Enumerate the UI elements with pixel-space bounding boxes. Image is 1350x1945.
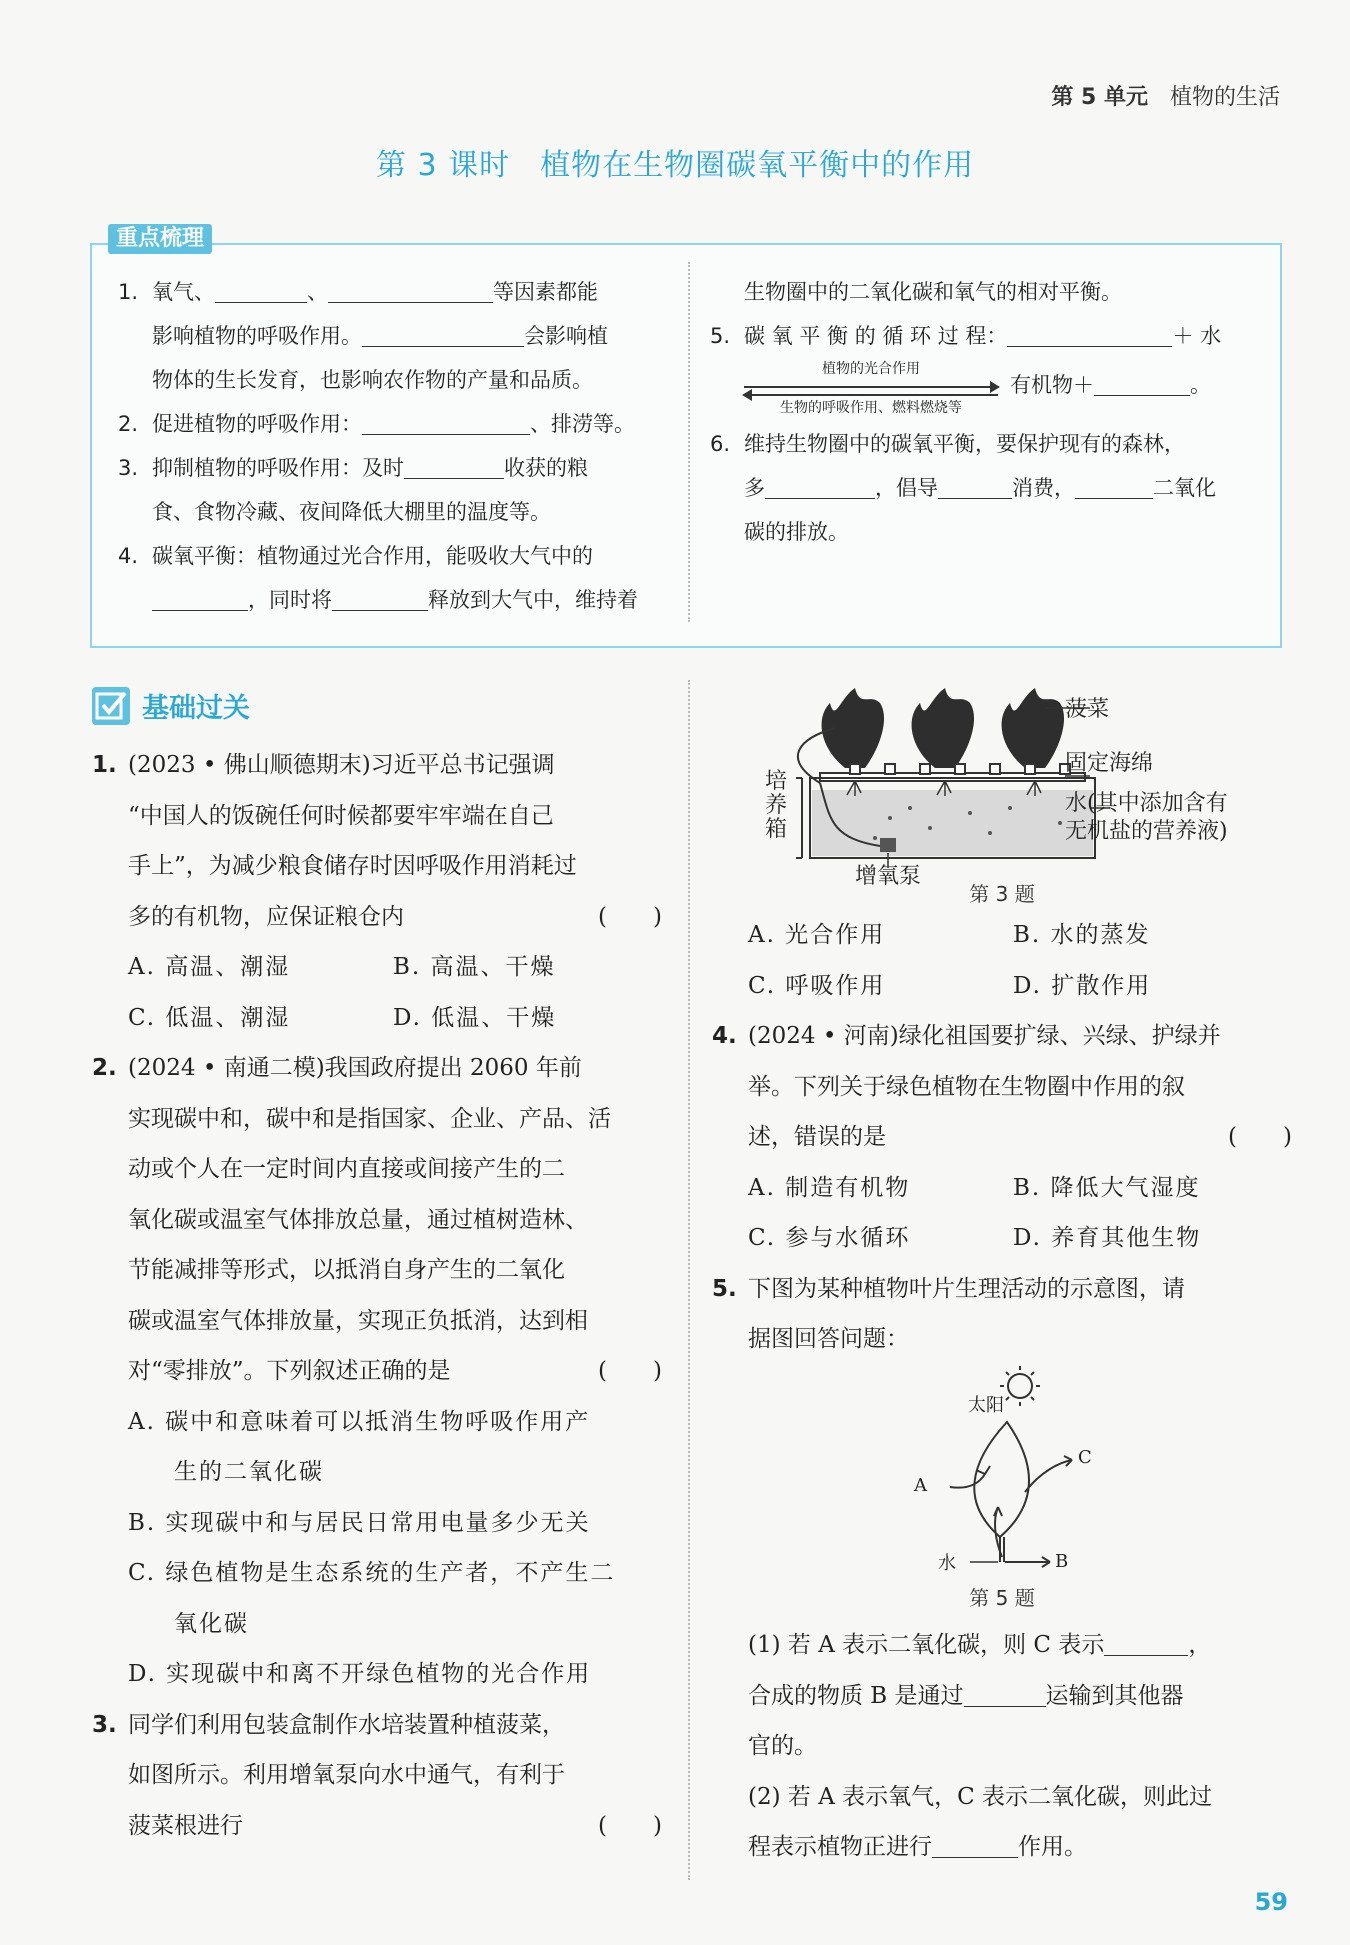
option-c[interactable]: C. 低温、潮湿	[128, 1004, 291, 1031]
page-number: 59	[1254, 1888, 1288, 1916]
label-a: A	[914, 1475, 927, 1496]
answer-blank[interactable]	[765, 471, 875, 499]
question-5-subparts: (1) 若 A 表示二氧化碳，则 C 表示 ， 合成的物质 B 是通过 运输到其他器 官的。 (2) 若 A 表示氧气，C 表示二氧化碳，则此过 程表示植物正进行 作用。	[712, 1620, 1292, 1873]
option-b[interactable]: B. 实现碳中和与居民日常用电量多少无关	[128, 1509, 591, 1536]
answer-bracket[interactable]: ( )	[1228, 1124, 1292, 1150]
label-water-2: 无机盐的营养液)	[1065, 819, 1228, 844]
column-divider	[688, 680, 690, 1880]
right-question-column	[712, 910, 1292, 1365]
respiration-label: 生物的呼吸作用、燃料燃烧等	[780, 400, 962, 416]
section-title: 基础过关	[142, 693, 250, 724]
option-d[interactable]: D. 扩散作用	[1013, 972, 1152, 999]
unit-number: 第 5 单元	[1051, 85, 1148, 110]
backward-arrow	[744, 394, 998, 396]
review-item-3: 3. 抑制植物的呼吸作用：及时 收获的粮	[118, 446, 663, 490]
answer-blank[interactable]	[332, 583, 428, 611]
figure-3-caption: 第 3 题	[969, 882, 1035, 906]
question-2: 2. (2024 • 南通二模)我国政府提出 2060 年前 实现碳中和，碳中和是指国家、企业、产品、活 动或个人在一定时间内直接或间接产生的二 氧化碳或温室气体排放总量，通过植树造林、 节能减排等形式，以抵消自身产生的二氧化 碳或温室气体排放量，实现正负抵消，达到相 对“零排放”。下列叙述正确的是 ( ) A. 碳中和意味着可以抵消生物呼吸作用产 生的二氧化碳 B. 实现碳中和与居民日常用电量多少无关 C. 绿色植物是生态系统的生产者，不产生二 氧化碳 D. 实现碳中和离不开绿色植物的光合作用	[92, 1043, 662, 1700]
key-points-left: 1. 氧气、 、 等因素都能 影响植物的呼吸作用。 会影响植 物体的生长发育，也影响农作物的产量和品质。 2. 促进植物的呼吸作用： 、排涝等。 3. 抑制植物的呼吸作用：及时 收获的粮 食、食物冷藏、夜间降低大棚里的温度等。 4. 碳氧平衡：植物通过光合作用，能吸收大气中的 ，同时将 释放到大气中，维持着	[118, 270, 663, 622]
answer-blank[interactable]	[932, 1830, 1018, 1858]
label-b: B	[1055, 1551, 1069, 1572]
page-title	[0, 140, 1350, 184]
option-c[interactable]: C. 参与水循环	[748, 1225, 911, 1251]
review-item-4: 4. 碳氧平衡：植物通过光合作用，能吸收大气中的	[118, 544, 593, 568]
hydroponic-figure	[760, 678, 1280, 908]
label-water-1: 水(其中添加含有	[1065, 791, 1228, 816]
label-pump: 增氧泵	[855, 864, 922, 889]
answer-blank[interactable]	[152, 583, 248, 611]
carbon-oxygen-cycle-equation: 植物的光合作用 生物的呼吸作用、燃料燃烧等 有机物＋ 。	[710, 358, 1270, 422]
label-sun: 太阳	[968, 1395, 1004, 1416]
answer-bracket[interactable]: ( )	[598, 1812, 662, 1839]
label-spinach: 菠菜	[1065, 697, 1110, 722]
option-d[interactable]: D. 低温、干燥	[393, 1004, 557, 1031]
leaf-figure	[900, 1362, 1120, 1582]
review-item-6: 6. 维持生物圈中的碳氧平衡，要保护现有的森林，	[710, 432, 1185, 456]
question-4: 4. (2024 • 河南)绿化祖国要扩绿、兴绿、护绿并 举。下列关于绿色植物在生物圈中作用的叙 述，错误的是 ( ) A. 制造有机物 B. 降低大气湿度 C. 参与水循环 D. 养育其他生物	[712, 1011, 1292, 1264]
question-5: 5. 下图为某种植物叶片生理活动的示意图，请 据图回答问题：	[712, 1275, 1185, 1352]
answer-blank[interactable]	[1104, 1628, 1188, 1656]
review-item-1: 1. 氧气、 、 等因素都能	[118, 270, 663, 314]
label-sponge: 固定海绵	[1065, 751, 1154, 776]
question-3: 3. 同学们利用包装盒制作水培装置种植菠菜， 如图所示。利用增氧泵向水中通气，有利于 菠菜根进行 ( )	[92, 1700, 662, 1852]
label-water: 水	[938, 1553, 956, 1574]
answer-blank[interactable]	[938, 471, 1012, 499]
key-points-tag: 重点梳理	[108, 224, 212, 254]
answer-blank[interactable]	[404, 451, 504, 479]
option-d[interactable]: D. 实现碳中和离不开绿色植物的光合作用	[128, 1661, 592, 1687]
review-item-5: 5. 碳 氧 平 衡 的 循 环 过 程： ＋ 水	[710, 314, 1270, 358]
answer-blank[interactable]	[1094, 368, 1190, 396]
answer-bracket[interactable]: ( )	[598, 903, 662, 930]
photosynthesis-label: 植物的光合作用	[822, 361, 920, 377]
left-question-column	[92, 740, 662, 1851]
answer-bracket[interactable]: ( )	[598, 1358, 662, 1384]
review-divider	[688, 262, 690, 622]
review-item-2: 2. 促进植物的呼吸作用： 、排涝等。	[118, 402, 663, 446]
option-d[interactable]: D. 养育其他生物	[1013, 1225, 1202, 1251]
question-1: 1. (2023 • 佛山顺德期末)习近平总书记强调 “中国人的饭碗任何时候都要牢牢端在自己 手上”，为减少粮食储存时因呼吸作用消耗过 多的有机物，应保证粮仓内 ( ) A. 高温、潮湿 B. 高温、干燥 C. 低温、潮湿 D. 低温、干燥	[92, 740, 662, 1043]
answer-blank[interactable]	[328, 275, 493, 303]
option-b[interactable]: B. 降低大气湿度	[1013, 1174, 1201, 1201]
answer-blank[interactable]	[362, 319, 524, 347]
answer-blank[interactable]	[1007, 319, 1172, 347]
answer-blank[interactable]	[964, 1679, 1046, 1707]
option-c[interactable]: C. 呼吸作用	[748, 972, 886, 999]
option-b[interactable]: B. 水的蒸发	[1013, 922, 1151, 948]
option-b[interactable]: B. 高温、干燥	[393, 954, 556, 980]
option-a[interactable]: A. 制造有机物	[748, 1174, 911, 1201]
unit-name: 植物的生活	[1169, 85, 1280, 110]
basics-section-header	[92, 686, 250, 725]
label-c: C	[1078, 1447, 1092, 1468]
lesson-number: 第 3 课时	[375, 148, 511, 183]
key-points-right: 生物圈中的二氧化碳和氧气的相对平衡。 5. 碳 氧 平 衡 的 循 环 过 程： ＋ 水 植物的光合作用 生物的呼吸作用、燃料燃烧等 有机物＋ 。 6. 维持生物圈中的碳氧平衡，要保护现有的森林， 多 ，倡导 消费， 二氧化 碳的排放。	[710, 270, 1270, 554]
label-box: 培养箱	[765, 769, 788, 842]
checkbox-icon	[92, 687, 130, 725]
leaf-diagram	[900, 1362, 1120, 1582]
page-header	[1051, 80, 1280, 111]
answer-blank[interactable]	[1075, 471, 1153, 499]
option-a[interactable]: A. 碳中和意味着可以抵消生物呼吸作用产	[128, 1408, 591, 1435]
figure-5-caption: 第 5 题	[969, 1586, 1035, 1610]
answer-blank[interactable]	[362, 407, 530, 435]
forward-arrow	[744, 386, 998, 388]
option-a[interactable]: A. 高温、潮湿	[128, 954, 291, 980]
answer-blank[interactable]	[215, 275, 307, 303]
option-a[interactable]: A. 光合作用	[748, 922, 886, 948]
lesson-name: 植物在生物圈碳氧平衡中的作用	[540, 148, 975, 183]
option-c[interactable]: C. 绿色植物是生态系统的生产者，不产生二	[128, 1560, 616, 1586]
